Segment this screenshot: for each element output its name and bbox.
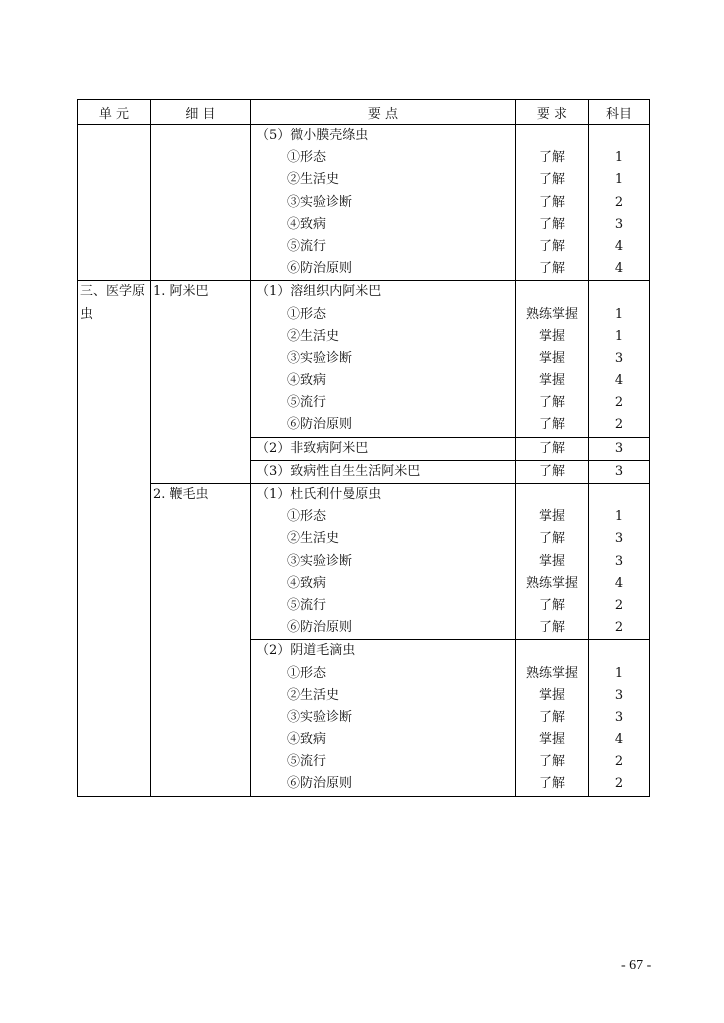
- point-line: ④致病: [287, 732, 327, 748]
- item-cell: [151, 281, 251, 484]
- requirement-value: 了解: [538, 440, 565, 456]
- subject-value: 3: [614, 216, 624, 232]
- point-line: ⑤流行: [287, 238, 327, 254]
- subject-value: 3: [614, 687, 624, 703]
- subject-value: 3: [614, 440, 624, 456]
- point-line: ③实验诊断: [287, 350, 353, 366]
- point-line: ④致病: [287, 373, 327, 389]
- item-label: 2. 鞭毛虫: [153, 487, 209, 502]
- header-points: 要 点: [251, 100, 516, 125]
- requirement-value: 掌握: [538, 373, 565, 389]
- requirement-value: [516, 125, 588, 147]
- requirement-cell: [516, 640, 589, 796]
- requirement-cell: [516, 437, 589, 460]
- point-line: ②生活史: [287, 328, 340, 344]
- requirement-value: 了解: [538, 597, 565, 613]
- point-line: ①形态: [287, 306, 327, 322]
- subject-value: 1: [614, 306, 624, 322]
- requirement-cell: [516, 460, 589, 483]
- subject-value: 1: [614, 328, 624, 344]
- subject-value: 4: [614, 575, 624, 591]
- item-label: 1. 阿米巴: [153, 284, 209, 300]
- requirement-value: 掌握: [538, 350, 565, 366]
- point-line: ④致病: [287, 575, 327, 591]
- requirement-value: 了解: [538, 531, 565, 547]
- point-line: （5）微小膜壳绦虫: [256, 128, 369, 143]
- requirement-value: 了解: [538, 261, 565, 277]
- requirement-value: 了解: [538, 238, 565, 254]
- subject-value: 2: [614, 754, 624, 770]
- subject-value: 2: [614, 597, 624, 613]
- point-line: （1）杜氏利什曼原虫: [256, 487, 382, 502]
- requirement-value: 掌握: [538, 687, 565, 703]
- subject-value: 1: [614, 665, 624, 681]
- point-line: ①形态: [287, 665, 327, 681]
- item-cell: [151, 484, 251, 797]
- points-cell: [251, 281, 516, 437]
- subject-value: 2: [614, 776, 624, 792]
- unit-cell: [78, 125, 151, 281]
- subject-cell: [589, 437, 650, 460]
- subject-value: 3: [614, 553, 624, 569]
- points-cell: [251, 460, 516, 483]
- requirement-value: 了解: [538, 172, 565, 188]
- header-requirement: 要 求: [516, 100, 589, 125]
- subject-cell: [589, 281, 650, 437]
- subject-value: 1: [614, 150, 624, 166]
- requirement-value: 了解: [538, 754, 565, 770]
- point-line: ②生活史: [287, 531, 340, 547]
- point-line: ⑤流行: [287, 395, 327, 411]
- point-line: ⑥防治原则: [287, 776, 353, 792]
- requirement-value: 熟练掌握: [525, 306, 578, 322]
- requirement-value: 了解: [538, 194, 565, 210]
- subject-value: 1: [614, 509, 624, 525]
- subject-cell: [589, 640, 650, 796]
- subject-value: 2: [614, 395, 624, 411]
- requirement-cell: [516, 281, 589, 437]
- requirement-cell: [516, 484, 589, 640]
- subject-value: 2: [614, 417, 624, 433]
- subject-value: [589, 281, 649, 303]
- subject-value: 4: [614, 732, 624, 748]
- subject-value: 2: [614, 194, 624, 210]
- header-subject: 科目: [589, 100, 650, 125]
- requirement-value: 了解: [538, 463, 565, 479]
- subject-value: [589, 484, 649, 506]
- table-body: [78, 125, 650, 797]
- requirement-value: 了解: [538, 776, 565, 792]
- requirement-value: 了解: [538, 395, 565, 411]
- requirement-value: 掌握: [538, 553, 565, 569]
- requirement-cell: [516, 125, 589, 281]
- subject-value: 2: [614, 620, 624, 636]
- requirement-value: 熟练掌握: [525, 575, 578, 591]
- table-row: [78, 484, 650, 640]
- subject-value: [589, 125, 649, 147]
- requirement-value: 了解: [538, 709, 565, 725]
- requirement-value: [516, 484, 588, 506]
- point-line: （2）非致病阿米巴: [256, 440, 369, 456]
- subject-cell: [589, 484, 650, 640]
- unit-cell: [78, 281, 151, 796]
- unit-label: 三、医学原虫: [80, 284, 146, 322]
- requirement-value: 熟练掌握: [525, 665, 578, 681]
- point-line: ②生活史: [287, 172, 340, 188]
- point-line: ⑥防治原则: [287, 620, 353, 636]
- point-line: ③实验诊断: [287, 194, 353, 210]
- requirement-value: [516, 640, 588, 662]
- point-line: ⑤流行: [287, 754, 327, 770]
- subject-value: 3: [614, 350, 624, 366]
- point-line: ①形态: [287, 150, 327, 166]
- requirement-value: 了解: [538, 620, 565, 636]
- subject-value: 3: [614, 531, 624, 547]
- point-line: （2）阴道毛滴虫: [256, 643, 356, 659]
- item-cell: [151, 125, 251, 281]
- requirement-value: 了解: [538, 216, 565, 232]
- header-item: 细 目: [151, 100, 251, 125]
- requirement-value: 掌握: [538, 328, 565, 344]
- subject-value: 3: [614, 463, 624, 479]
- point-line: ⑥防治原则: [287, 261, 353, 277]
- points-cell: [251, 125, 516, 281]
- subject-value: 4: [614, 373, 624, 389]
- requirement-value: 掌握: [538, 509, 565, 525]
- requirement-value: 掌握: [538, 732, 565, 748]
- table-row: [78, 281, 650, 437]
- subject-value: 3: [614, 709, 624, 725]
- point-line: ⑥防治原则: [287, 417, 353, 433]
- requirement-value: 了解: [538, 417, 565, 433]
- table-header-row: [78, 100, 650, 125]
- table-row: [78, 125, 650, 281]
- requirement-value: [516, 281, 588, 303]
- requirement-value: 了解: [538, 150, 565, 166]
- points-cell: [251, 640, 516, 796]
- subject-value: 1: [614, 172, 624, 188]
- point-line: （3）致病性自生生活阿米巴: [256, 463, 421, 479]
- subject-value: 4: [614, 261, 624, 277]
- header-unit: 单 元: [78, 100, 151, 125]
- point-line: ⑤流行: [287, 597, 327, 613]
- point-line: ①形态: [287, 509, 327, 525]
- point-line: ③实验诊断: [287, 553, 353, 569]
- point-line: ④致病: [287, 216, 327, 232]
- point-line: ②生活史: [287, 687, 340, 703]
- subject-cell: [589, 125, 650, 281]
- point-line: ③实验诊断: [287, 709, 353, 725]
- points-cell: [251, 437, 516, 460]
- points-cell: [251, 484, 516, 640]
- subject-cell: [589, 460, 650, 483]
- page-number: - 67 -: [621, 958, 652, 973]
- point-line: （1）溶组织内阿米巴: [256, 284, 382, 300]
- subject-value: [589, 640, 649, 662]
- syllabus-table: [77, 99, 650, 797]
- subject-value: 4: [614, 238, 624, 254]
